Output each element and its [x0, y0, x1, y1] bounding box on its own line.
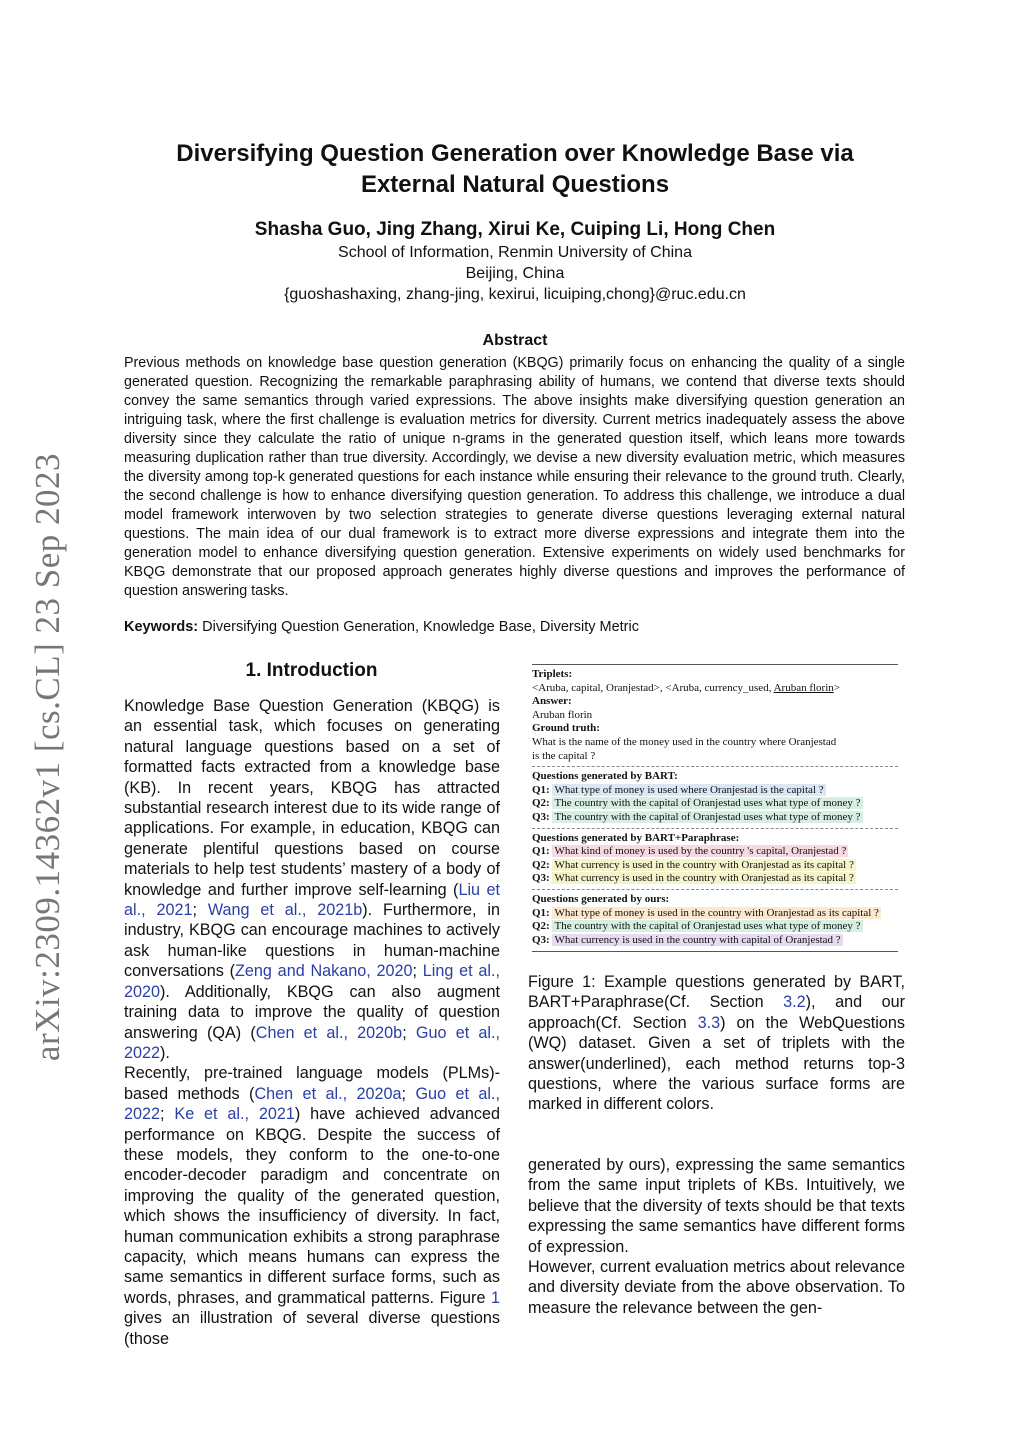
figure-dashed-rule	[532, 766, 898, 767]
section-heading-introduction: 1. Introduction	[245, 660, 378, 681]
group-heading-bart: Questions generated by BART:	[532, 770, 678, 783]
citation-link[interactable]: Guo et al., 2022	[124, 1084, 501, 1124]
keywords	[124, 619, 639, 635]
title-line-2: External Natural Questions	[360, 171, 670, 198]
highlighted-question: The country with the capital of Oranjestad uses what type of money ?	[554, 920, 861, 933]
highlighted-question: What type of money is used in the country with Oranjestad as its capital ?	[554, 906, 879, 919]
figure-1-caption: Figure 1: Example questions generated by BART, BART+Paraphrase(Cf. Section 3.2), and our approach(Cf. Section 3.3) on the WebQuestions (WQ) dataset. Given a set of triplets with the answer(underlined), each method returns top-3 questions, where the various surface forms are marked in different colors.	[528, 973, 905, 1114]
answer-text: Aruban florin	[532, 708, 593, 721]
question-item: Q1: What type of money is used where Oranjestad is the capital ?	[532, 783, 824, 796]
paper-title	[120, 138, 910, 200]
citation-link[interactable]: Ling et al., 2020	[124, 962, 500, 1001]
intro-paragraph-2: Recently, pre-trained language models (PLMs)-based methods (Chen et al., 2020a; Guo et al., 2022; Ke et al., 2021) have achieved advanced performance on KBQG. Despite the success of these models, they conform to the one-to-one encoder-decoder paradigm and concentrate on improving the quality of the generated question, which shows the insufficiency of diversity. In fact, human communication exhibits a strong paraphrase capacity, which means humans can express the same semantics in different surface forms, such as words, phrases, and grammatical patterns. Figure 1 gives an illustration of several diverse questions (those	[124, 1064, 501, 1348]
ground-truth-line-2: is the capital ?	[532, 749, 596, 762]
citation-link[interactable]: Guo et al., 2022	[124, 1023, 500, 1062]
highlighted-question: What kind of money is used by the country 's capital, Oranjestad ?	[554, 845, 847, 858]
keywords-list: Diversifying Question Generation, Knowledge Base, Diversity Metric	[202, 619, 639, 635]
highlighted-question: What currency is used in the country with Oranjestad as its capital ?	[554, 872, 854, 885]
highlighted-question: What type of money is used where Oranjestad is the capital ?	[554, 783, 824, 796]
answer-label: Answer:	[532, 695, 572, 708]
abstract-text: Previous methods on knowledge base question generation (KBQG) primarily focus on enhancing the quality of a single generated question. Recognizing the remarkable paraphrasing ability of humans, we contend that diverse texts should convey the same semantics through varied expressions. The above insights make diversifying question generation an intriguing task, where the first challenge is evaluation metrics for diversity. Current metrics inadequately assess the above diversity since they calculate the ratio of unique n-grams in the generated question itself, which leans more towards measuring duplication rather than true diversity. Accordingly, we devise a new diversity evaluation metric, which measures the diversity among top-k generated questions for each instance while ensuring their relevance to the ground truth. Clearly, the second challenge is how to enhance diversifying question generation. To address this challenge, we introduce a dual model framework interwoven by two selection strategies to generate diverse questions leveraging external natural questions. The main idea of our dual framework is to extract more diverse expressions and integrate them into the generation model to enhance diversifying question generation. Extensive experiments on widely used benchmarks for KBQG demonstrate that our proposed approach generates highly diverse questions and improves the performance of question answering tasks.	[124, 355, 905, 599]
citation-link[interactable]: Zeng and Nakano, 2020	[235, 962, 413, 981]
highlighted-question: What currency is used in the country with Oranjestad as its capital ?	[554, 858, 854, 871]
question-item: Q3: What currency is used in the country with capital of Oranjestad ?	[532, 933, 841, 946]
triplets-label: Triplets:	[532, 668, 573, 680]
highlighted-question: The country with the capital of Oranjestad uses what type of money ?	[554, 797, 861, 810]
affiliation: School of Information, Renmin University of China	[338, 244, 692, 261]
figure-dashed-rule	[532, 828, 898, 829]
arxiv-identifier[interactable]: arXiv:2309.14362v1 [cs.CL] 23 Sep 2023	[28, 452, 67, 1062]
keywords-label: Keywords:	[124, 619, 199, 635]
introduction-right-column	[528, 1155, 905, 1318]
right-paragraph-1: generated by ours), expressing the same semantics from the same input triplets of KBs. Intuitively, we believe that the diversity of texts should be that texts expressing the same semantics have different forms of expression.	[528, 1156, 905, 1256]
citation-link[interactable]: Wang et al., 2021b	[207, 901, 363, 920]
figure-dashed-rule	[532, 889, 898, 890]
citation-link[interactable]: Chen et al., 2020a	[254, 1084, 402, 1103]
answer-underlined: Aruban florin	[773, 681, 834, 694]
group-heading-ours: Questions generated by ours:	[532, 892, 670, 905]
introduction-left-column	[124, 696, 500, 1349]
section-reference-link[interactable]: 3.3	[697, 1013, 721, 1032]
title-line-1: Diversifying Question Generation over Knowledge Base via	[176, 140, 854, 167]
question-item: Q2: What currency is used in the country with Oranjestad as its capital ?	[532, 858, 854, 871]
question-item: Q2: The country with the capital of Oranjestad uses what type of money ?	[532, 920, 861, 933]
highlighted-question: The country with the capital of Oranjestad uses what type of money ?	[554, 810, 861, 823]
author-list: Shasha Guo, Jing Zhang, Xirui Ke, Cuiping Li, Hong Chen	[254, 219, 776, 240]
abstract-heading: Abstract	[482, 332, 548, 349]
question-item: Q2: The country with the capital of Oranjestad uses what type of money ?	[532, 797, 861, 810]
citation-link[interactable]: Liu et al., 2021	[124, 880, 500, 920]
intro-paragraph-1: Knowledge Base Question Generation (KBQG) is an essential task, which focuses on generating natural language questions based on a set of formatted facts extracted from a knowledge base (KB). In recent years, KBQG has attracted substantial research interest due to its wide range of applications. For example, in education, KBQG can generate plentiful questions based on course materials to help test students’ mastery of a body of knowledge and further improve self-learning (Liu et al., 2021; Wang et al., 2021b). Furthermore, in industry, KBQG can encourage machines to actively ask human-like questions in human-machine conversations (Zeng and Nakano, 2020; Ling et al., 2020). Additionally, KBQG can also augment training data to improve the quality of question answering (QA) (Chen et al., 2020b; Guo et al., 2022).	[124, 697, 500, 1062]
figure-1	[532, 664, 898, 952]
figure-top-rule	[532, 664, 898, 665]
ground-truth-label: Ground truth:	[532, 722, 600, 735]
question-item: Q1: What type of money is used in the country with Oranjestad as its capital ?	[532, 906, 879, 919]
emails: {guoshashaxing, zhang-jing, kexirui, licuiping,chong}@ruc.edu.cn	[284, 286, 746, 303]
question-item: Q1: What kind of money is used by the country 's capital, Oranjestad ?	[532, 845, 847, 858]
figure-bottom-rule	[532, 951, 898, 952]
citation-link[interactable]: Chen et al., 2020b	[255, 1023, 403, 1042]
figure-reference-link[interactable]: 1	[490, 1288, 500, 1307]
triplets-text: <Aruba, capital, Oranjestad>, <Aruba, currency_used, Aruban florin>	[532, 681, 840, 694]
question-item: Q3: What currency is used in the country with Oranjestad as its capital ?	[532, 872, 854, 885]
ground-truth-line-1: What is the name of the money used in the country where Oranjestad	[532, 735, 837, 748]
affiliation-block	[120, 242, 910, 305]
highlighted-question: What currency is used in the country with capital of Oranjestad ?	[554, 933, 841, 946]
section-reference-link[interactable]: 3.2	[783, 993, 806, 1012]
location: Beijing, China	[465, 265, 565, 282]
citation-link[interactable]: Ke et al., 2021	[174, 1105, 295, 1124]
right-paragraph-2: However, current evaluation metrics about relevance and diversity deviate from the above observation. To measure the relevance between the gen-	[528, 1258, 905, 1317]
question-item: Q3: The country with the capital of Oranjestad uses what type of money ?	[532, 810, 861, 823]
group-heading-bart-paraphrase: Questions generated by BART+Paraphrase:	[532, 831, 740, 844]
